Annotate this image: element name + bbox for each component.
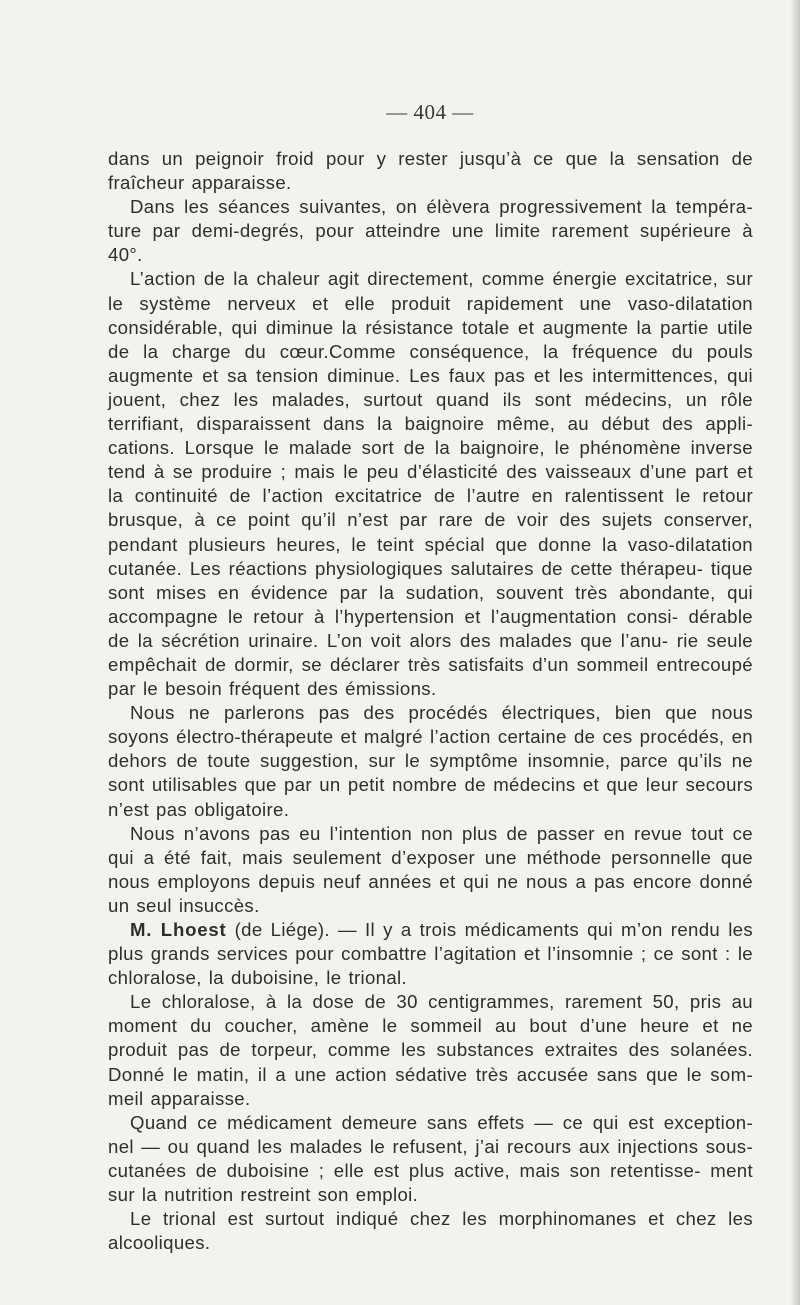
paragraph: L’action de la chaleur agit directement, comme énergie excitatrice, sur le système nerveux et elle produit rapidement une vaso-dilatation considérable, qui diminue la résistance totale et augmente la partie utile de la charge du cœur.Comme conséquence, la fréquence du pouls augmente et sa tension diminue. Les faux pas et les intermittences, qui jouent, chez les malades, surtout quand ils sont médecins, un rôle terrifiant, disparaissent dans la baignoire même, au début des appli- cations. Lorsque le malade sort de la baignoire, le phénomène inverse tend à se produire ; mais le peu d’élasticité des vaisseaux d’une part et la continuité de l’action excitatrice de l’autre en ralentissent le retour brusque, à ce point qu’il n’est par rare de voir des sujets conserver, pendant plusieurs heures, le teint spécial que donne la vaso-dilatation cutanée. Les réactions physiologiques salutaires de cette thérapeu- tique sont mises en évidence par la sudation, souvent très abondante, qui accompagne le retour à l’hypertension et l’augmentation consi- dérable de la sécrétion urinaire. L’on voit alors des malades que l’anu- rie seule empêchait de dormir, se déclarer très satisfaits d’un sommeil entrecoupé par le besoin fréquent des émissions. (108, 268, 753, 700)
speaker-paragraph (108, 918, 753, 990)
body-text (108, 147, 753, 1255)
paragraph-continuation: dans un peignoir froid pour y rester jusqu’à ce que la sensation de fraîcheur apparaisse. (108, 148, 753, 194)
page-edge-shadow (790, 0, 800, 1305)
page-number: — 404 — (386, 100, 474, 124)
paragraph: Le trional est surtout indiqué chez les morphinomanes et chez les alcooliques. (108, 1208, 753, 1254)
speaker-text: (de Liége). — Il y a trois médicaments qui m’on rendu les plus grands services pour combattre l’agitation et l’insomnie ; ce sont : le chloralose, la duboisine, le trional. (108, 919, 754, 989)
paragraph: Dans les séances suivantes, on élèvera progressivement la tempéra- ture par demi-degrés, pour atteindre une limite rarement supérieure à 40°. (108, 196, 753, 266)
paragraph: Le chloralose, à la dose de 30 centigrammes, rarement 50, pris au moment du coucher, amène le sommeil au bout d’une heure et ne produit pas de torpeur, comme les substances extraites des solanées. Donné le matin, il a une action sédative très accusée sans que le som- meil apparaisse. (108, 991, 753, 1109)
speaker-name: M. Lhoest (130, 919, 227, 940)
paragraph: Nous ne parlerons pas des procédés électriques, bien que nous soyons électro-thérapeute et malgré l’action certaine de ces procédés, en dehors de toute suggestion, sur le symptôme insomnie, parce qu’ils ne sont utilisables que par un petit nombre de médecins et que leur secours n’est pas obligatoire. (108, 702, 753, 820)
paragraph: Quand ce médicament demeure sans effets — ce qui est exception- nel — ou quand les malades le refusent, j’ai recours aux injections sous-cutanées de duboisine ; elle est plus active, mais son retentisse- ment sur la nutrition restreint son emploi. (108, 1111, 753, 1206)
paragraph: Nous n’avons pas eu l’intention non plus de passer en revue tout ce qui a été fait, mais seulement d’exposer une méthode personnelle que nous employons depuis neuf années et qui ne nous a pas encore donné un seul insuccès. (108, 822, 753, 916)
